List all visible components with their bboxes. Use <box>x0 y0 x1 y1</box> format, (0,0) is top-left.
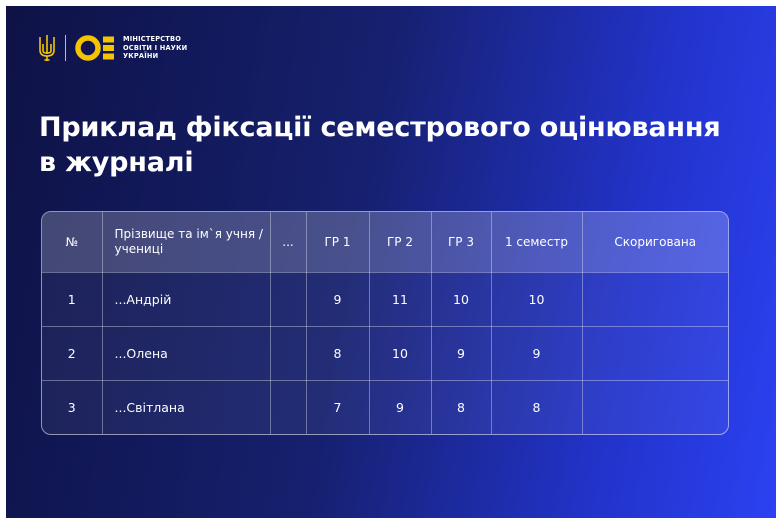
cell-number: 2 <box>42 326 102 380</box>
table-header-row <box>42 212 728 272</box>
cell-student-name: ...Олена <box>102 326 270 380</box>
cell-corrected <box>582 380 728 434</box>
oe-logo-icon <box>75 34 117 62</box>
ministry-line-3: УКРАЇНИ <box>123 52 159 61</box>
title-line-1: Приклад фіксації семестрового оцінювання <box>39 112 721 143</box>
cell-corrected <box>582 326 728 380</box>
cell-gr1: 8 <box>306 326 369 380</box>
cell-student-name: ...Світлана <box>102 380 270 434</box>
header-gr3: ГР 3 <box>431 212 491 272</box>
table-row <box>42 380 728 434</box>
page-title <box>39 110 720 180</box>
cell-gr2: 11 <box>369 272 431 326</box>
cell-semester-1: 9 <box>491 326 582 380</box>
header-student-name: Прізвище та ім`я учня / учениці <box>102 212 270 272</box>
table-row <box>42 326 728 380</box>
cell-semester-1: 10 <box>491 272 582 326</box>
title-line-2: в журналі <box>39 147 194 178</box>
cell-gr1: 7 <box>306 380 369 434</box>
header-number: № <box>42 212 102 272</box>
header-gr2: ГР 2 <box>369 212 431 272</box>
trident-icon <box>38 34 56 62</box>
cell-gr3: 9 <box>431 326 491 380</box>
ministry-line-1: МІНІСТЕРСТВО <box>123 35 182 44</box>
cell-gr3: 10 <box>431 272 491 326</box>
slide <box>6 6 776 518</box>
cell-gr3: 8 <box>431 380 491 434</box>
header-corrected: Скоригована <box>582 212 728 272</box>
cell-student-name: ...Андрій <box>102 272 270 326</box>
cell-corrected <box>582 272 728 326</box>
cell-number: 1 <box>42 272 102 326</box>
cell-ellipsis <box>270 326 306 380</box>
cell-semester-1: 8 <box>491 380 582 434</box>
cell-ellipsis <box>270 380 306 434</box>
ministry-logo <box>38 34 187 62</box>
header-ellipsis: ... <box>270 212 306 272</box>
ministry-name <box>123 35 187 61</box>
cell-gr2: 9 <box>369 380 431 434</box>
cell-gr1: 9 <box>306 272 369 326</box>
grades-table <box>41 211 729 435</box>
header-semester-1: 1 семестр <box>491 212 582 272</box>
header-gr1: ГР 1 <box>306 212 369 272</box>
logo-divider <box>65 35 66 61</box>
ministry-line-2: ОСВІТИ І НАУКИ <box>123 43 188 52</box>
cell-gr2: 10 <box>369 326 431 380</box>
cell-ellipsis <box>270 272 306 326</box>
table-row <box>42 272 728 326</box>
cell-number: 3 <box>42 380 102 434</box>
